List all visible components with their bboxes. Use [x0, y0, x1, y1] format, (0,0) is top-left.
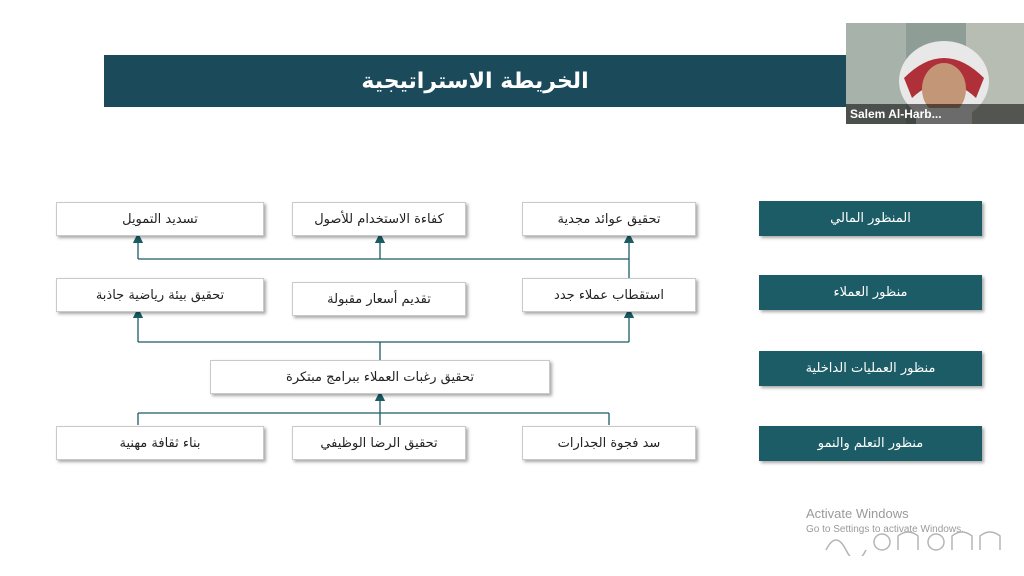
objective-financing-repayment: تسديد التمويل	[56, 202, 264, 236]
activate-windows-title: Activate Windows	[806, 506, 909, 521]
participant-name: Salem Al-Harb...	[846, 104, 1024, 124]
perspective-financial: المنظور المالي	[759, 201, 982, 236]
logo-watermark-icon	[824, 526, 1004, 556]
objective-financial-returns: تحقيق عوائد مجدية	[522, 202, 696, 236]
objective-competency-gap: سد فجوة الجدارات	[522, 426, 696, 460]
perspective-learning-growth: منظور التعلم والنمو	[759, 426, 982, 461]
objective-asset-efficiency: كفاءة الاستخدام للأصول	[292, 202, 466, 236]
objective-acceptable-prices: تقديم أسعار مقبولة	[292, 282, 466, 316]
slide-title: الخريطة الاستراتيجية	[104, 55, 846, 107]
objective-professional-culture: بناء ثقافة مهنية	[56, 426, 264, 460]
objective-new-customers: استقطاب عملاء جدد	[522, 278, 696, 312]
perspective-customers: منظور العملاء	[759, 275, 982, 310]
activate-windows-subtitle: Go to Settings to activate Windows.	[806, 524, 964, 535]
objective-sports-environment: تحقيق بيئة رياضية جاذبة	[56, 278, 264, 312]
objective-job-satisfaction: تحقيق الرضا الوظيفي	[292, 426, 466, 460]
perspective-internal-processes: منظور العمليات الداخلية	[759, 351, 982, 386]
objective-innovative-programs: تحقيق رغبات العملاء ببرامج مبتكرة	[210, 360, 550, 394]
